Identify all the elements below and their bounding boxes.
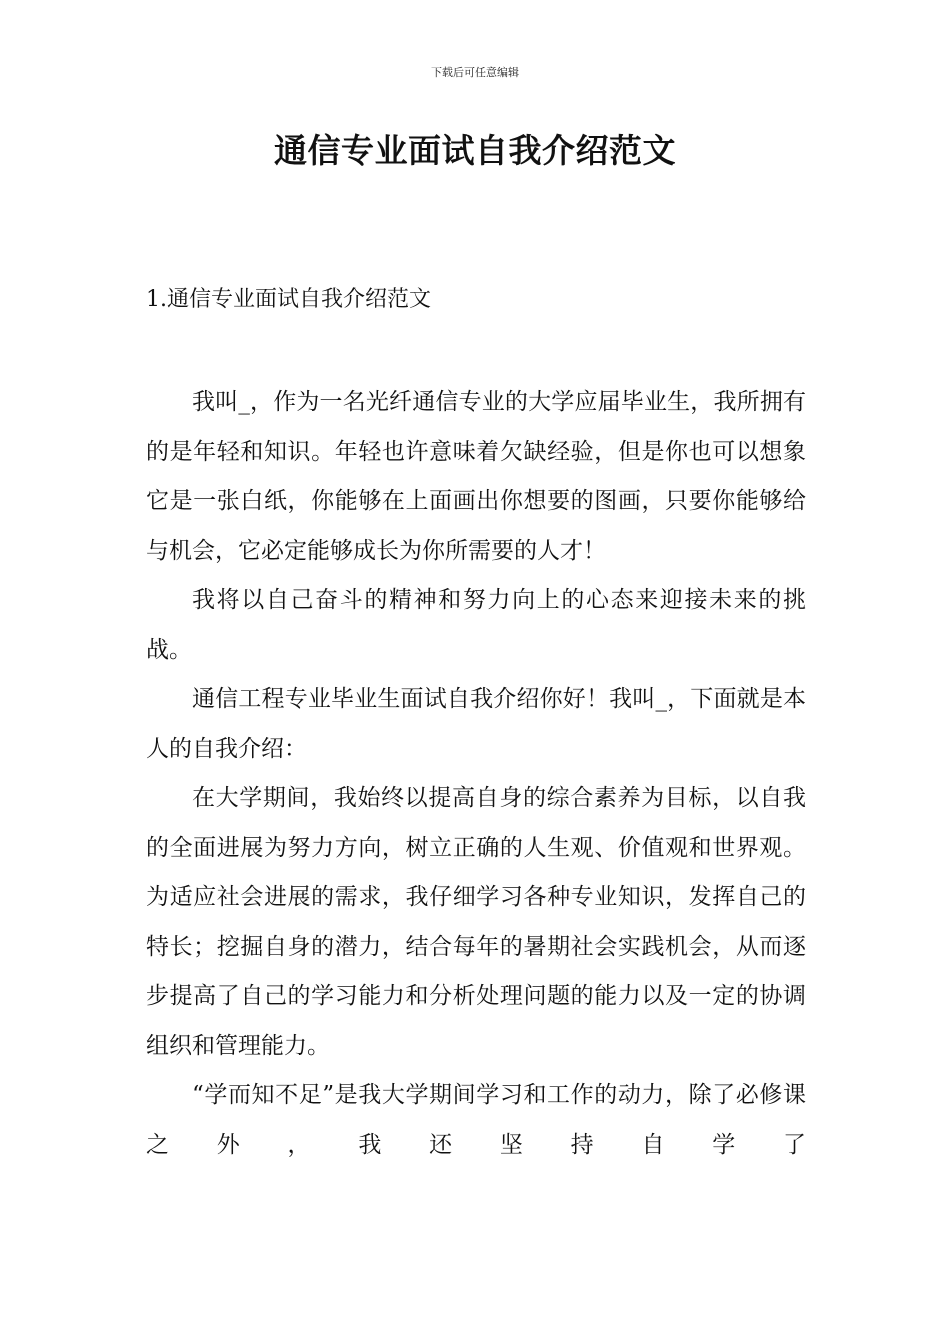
- section-heading: 1.通信专业面试自我介绍范文: [146, 287, 431, 312]
- body-text: [146, 378, 806, 1170]
- paragraph: “学而知不足”是我大学期间学习和工作的动力，除了必修课之外，我还坚持自学了: [146, 1082, 806, 1158]
- header-note: 下载后可任意编辑: [431, 66, 519, 79]
- paragraph: 我叫_，作为一名光纤通信专业的大学应届毕业生，我所拥有的是年轻和知识。年轻也许意味着欠缺经验，但是你也可以想象它是一张白纸，你能够在上面画出你想要的图画，只要你能够给与机会，它必定能够成长为你所需要的人才！: [146, 389, 806, 564]
- paragraph: 我将以自己奋斗的精神和努力向上的心态来迎接未来的挑战。: [146, 587, 806, 663]
- paragraph: 通信工程专业毕业生面试自我介绍你好！我叫_，下面就是本人的自我介绍：: [146, 686, 806, 762]
- document-title: 通信专业面试自我介绍范文: [274, 131, 676, 170]
- paragraph: 在大学期间，我始终以提高自身的综合素养为目标，以自我的全面进展为努力方向，树立正确的人生观、价值观和世界观。为适应社会进展的需求，我仔细学习各种专业知识，发挥自己的特长；挖掘自身的潜力，结合每年的暑期社会实践机会，从而逐步提高了自己的学习能力和分析处理问题的能力以及一定的协调组织和管理能力。: [146, 785, 806, 1059]
